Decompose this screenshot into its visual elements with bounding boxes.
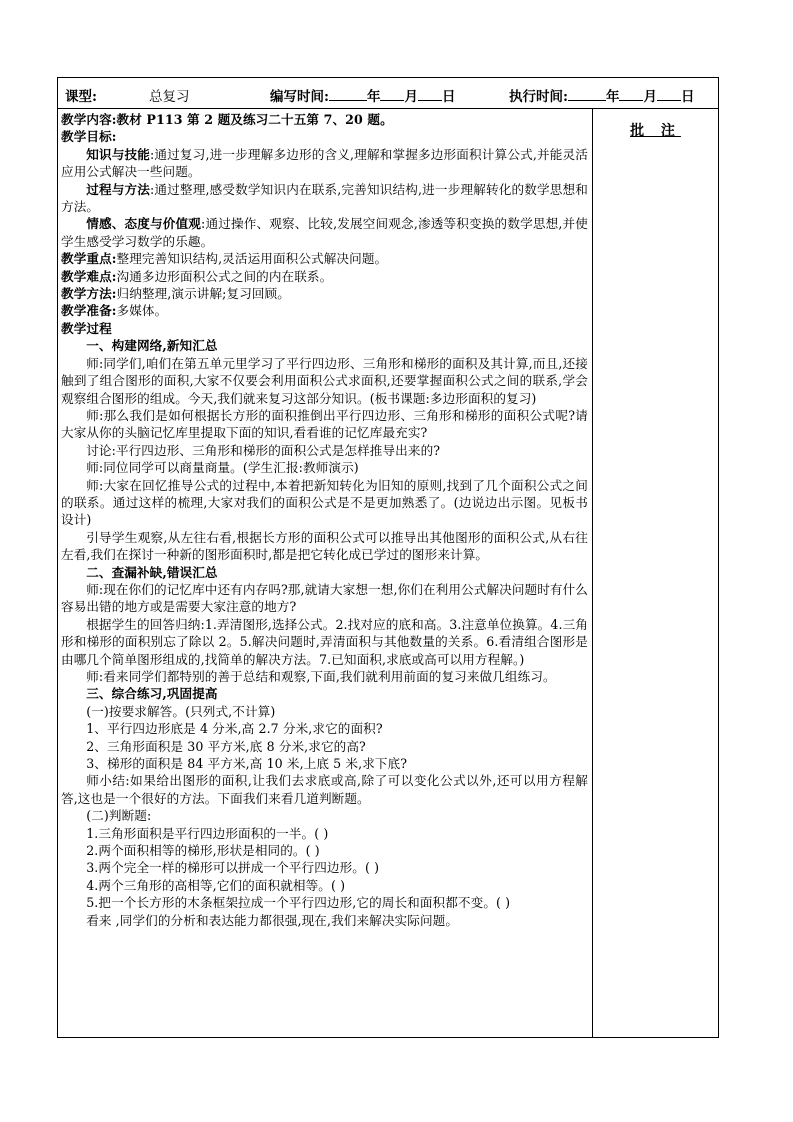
- exercise-heading: (一)按要求解答。(只列式,不计算): [86, 703, 276, 719]
- paragraph: 师:现在你们的记忆库中还有内存吗?那,就请大家想一想,你们在利用公式解决问题时有什么容易出错的地方或是需要大家注意的地方?: [61, 581, 588, 615]
- paragraph: 师:同位同学可以商量商量。(学生汇报:教师演示): [86, 460, 359, 476]
- lesson-plan-table: [57, 77, 719, 1038]
- teaching-content: 教学内容:教材 P113 第 2 题及练习二十五第 7、20 题。: [61, 112, 393, 127]
- exec-time: 执行时间: 年 月 日: [509, 89, 695, 105]
- process-heading: 教学过程: [61, 320, 112, 336]
- judge-item: 3.两个完全一样的梯形可以拼成一个平行四边形。( ): [86, 860, 380, 876]
- section-3-heading: 三、综合练习,巩固提高: [86, 686, 218, 702]
- exercise-item: 3、梯形的面积是 84 平方米,高 10 米,上底 5 米,求下底?: [86, 756, 408, 772]
- judge-heading: (二)判断题:: [86, 808, 152, 824]
- paragraph: 师:同学们,咱们在第五单元里学习了平行四边形、三角形和梯形的面积及其计算,而且,还接触到了组合图形的面积,大家不仅要会利用面积公式求面积,还要掌握面积公式之间的联系,学会观察组合图形的组成。今天,我们就来复习这部分知识。(板书课题:多边形面积的复习): [61, 355, 588, 406]
- section-2-heading: 二、查漏补缺,错误汇总: [86, 564, 218, 580]
- goal-process: 过程与方法:通过整理,感受数学知识内在联系,完善知识结构,进一步理解转化的数学思想和方法。: [61, 181, 589, 215]
- teaching-goals-heading: 教学目标:: [61, 129, 117, 145]
- goal-knowledge: 知识与技能:通过复习,进一步理解多边形的含义,理解和掌握多边形面积计算公式,并能灵活应用公式解决一些问题。: [61, 146, 589, 180]
- write-time-label: 编写时间:: [270, 89, 329, 105]
- paragraph: 师小结:如果给出图形的面积,让我们去求底或高,除了可以变化公式以外,还可以用方程解答,这也是一个很好的方法。下面我们来看几道判断题。: [61, 773, 588, 806]
- write-time: 编写时间: 年 月 日: [270, 89, 456, 105]
- goal-attitude: 情感、态度与价值观:通过操作、观察、比较,发展空间观念,渗透等积变换的数学思想,并使学生感受学习数学的乐趣。: [61, 216, 588, 249]
- key-points: 教学重点:整理完善知识结构,灵活运用面积公式解决问题。: [61, 251, 388, 267]
- exercise-item: 2、三角形面积是 30 平方米,底 8 分米,求它的高?: [86, 738, 366, 754]
- paragraph: 讨论:平行四边形、三角形和梯形的面积公式是怎样推导出来的?: [86, 442, 441, 458]
- exercise-item: 1、平行四边形底是 4 分米,高 2.7 分米,求它的面积?: [86, 721, 383, 737]
- paragraph: 师:大家在回忆推导公式的过程中,本着把新知转化为旧知的原则,找到了几个面积公式之间的联系。通过这样的梳理,大家对我们的面积公式是不是更加熟悉了。(边说边出示图。见板书设计): [61, 477, 588, 528]
- paragraph: 根据学生的回答归纳:1.弄清图形,选择公式。2.找对应的底和高。3.注意单位换算。4.三角形和梯形的面积别忘了除以 2。5.解决问题时,弄清面积与其他数量的关系。6.看清组合图形是由哪几个简单图形组成的,找简单的解决方法。7.已知面积,求底或高可以用方程解。): [61, 616, 588, 667]
- teaching-preparation: 教学准备:多媒体。: [61, 303, 168, 319]
- judge-item: 2.两个面积相等的梯形,形状是相同的。( ): [86, 843, 320, 859]
- paragraph: 师:那么我们是如何根据长方形的面积推倒出平行四边形、三角形和梯形的面积公式呢?请大家从你的头脑记忆库里提取下面的知识,看看谁的记忆库最充实?: [61, 407, 588, 441]
- exec-time-label: 执行时间:: [509, 89, 568, 105]
- annotation-title: 批 注: [630, 123, 681, 139]
- paragraph: 看来 ,同学们的分析和表达能力都很强,现在,我们来解决实际问题。: [86, 912, 459, 928]
- section-1-heading: 一、构建网络,新知汇总: [86, 338, 218, 354]
- judge-item: 5.把一个长方形的木条框架拉成一个平行四边形,它的周长和面积都不变。( ): [86, 895, 511, 911]
- paragraph: 引导学生观察,从左往右看,根据长方形的面积公式可以推导出其他图形的面积公式,从右往左看,我们在探讨一种新的图形面积时,都是把它转化成已学过的图形来计算。: [61, 529, 588, 563]
- header-row: [58, 78, 718, 109]
- paragraph: 师:看来同学们都特别的善于总结和观察,下面,我们就利用前面的复习来做几组练习。: [86, 669, 556, 684]
- difficult-points: 教学难点:沟通多边形面积公式之间的内在联系。: [61, 268, 333, 284]
- judge-item: 4.两个三角形的高相等,它们的面积就相等。( ): [86, 877, 346, 893]
- type-label: 课型:: [65, 89, 97, 105]
- type-value: 总复习: [149, 89, 190, 105]
- lesson-content: [58, 108, 593, 1037]
- judge-item: 1.三角形面积是平行四边形面积的一半。( ): [86, 825, 329, 841]
- teaching-method: 教学方法:归纳整理,演示讲解;复习回顾。: [61, 286, 290, 302]
- annotation-column: [593, 108, 718, 1037]
